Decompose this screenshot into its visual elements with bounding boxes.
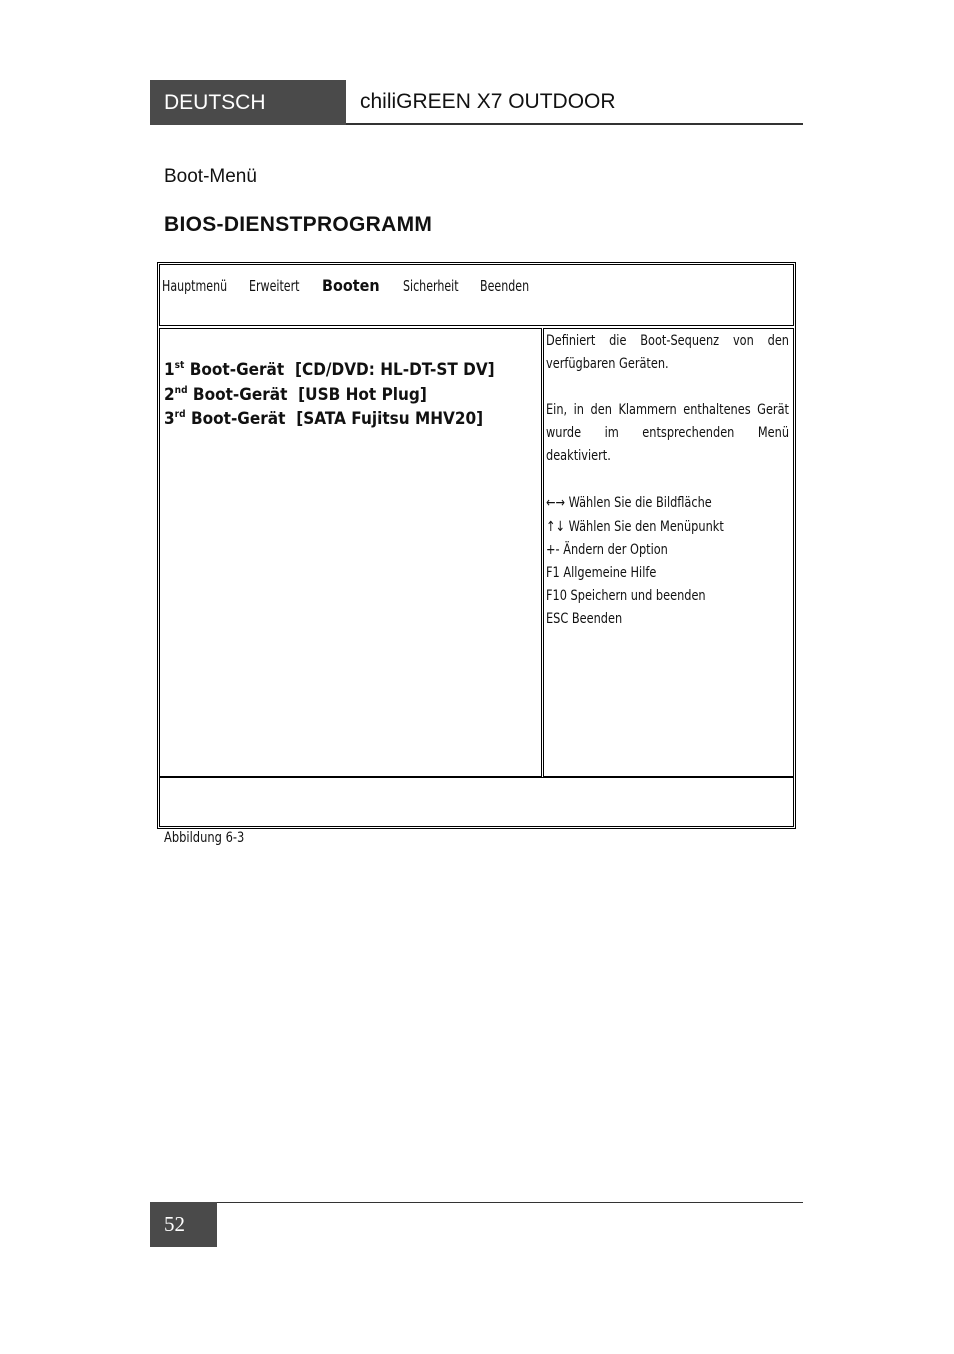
- boot-device-row[interactable]: [164, 355, 495, 381]
- bios-status-bar: [159, 777, 794, 827]
- boot-ordinal: 1: [164, 360, 175, 380]
- help-panel: [543, 328, 794, 777]
- bios-menu-bar: [159, 264, 794, 326]
- product-title: chiliGREEN X7 OUTDOOR: [360, 90, 616, 113]
- ordinal-suffix: rd: [174, 409, 186, 420]
- help-key-line: ↑↓ Wählen Sie den Menüpunkt: [546, 519, 724, 535]
- ordinal-suffix: st: [174, 360, 185, 371]
- figure-caption: Abbildung 6-3: [164, 830, 245, 846]
- menu-item-booten[interactable]: Booten: [322, 276, 380, 295]
- help-description-text: Definiert die Boot-Sequenz von den verfügbaren Geräten.: [546, 333, 789, 372]
- boot-device-label: Boot-Gerät: [192, 385, 288, 405]
- help-key-line: F10 Speichern und beenden: [546, 588, 706, 604]
- help-key-line: F1 Allgemeine Hilfe: [546, 565, 657, 581]
- boot-device-value: [USB Hot Plug]: [298, 385, 427, 405]
- help-key-line: +- Ändern der Option: [546, 542, 668, 558]
- menu-item-erweitert[interactable]: Erweitert: [249, 277, 300, 295]
- help-key-line: ESC Beenden: [546, 611, 623, 627]
- help-note: [546, 399, 791, 468]
- boot-device-label: Boot-Gerät: [190, 409, 286, 429]
- boot-device-row[interactable]: [164, 404, 483, 430]
- footer-rule: [150, 1202, 803, 1203]
- boot-ordinal: 2: [164, 385, 175, 405]
- section-title: Boot-Menü: [164, 166, 257, 187]
- help-key-line: ←→ Wählen Sie die Bildfläche: [546, 495, 712, 511]
- help-note-text: Ein, in den Klammern enthaltenes Gerät wurde im entsprechenden Menü deaktiviert.: [546, 402, 789, 464]
- boot-device-row[interactable]: [164, 380, 427, 406]
- boot-device-value: [SATA Fujitsu MHV20]: [296, 409, 484, 429]
- boot-device-label: Boot-Gerät: [189, 360, 285, 380]
- menu-item-sicherheit[interactable]: Sicherheit: [403, 277, 459, 295]
- ordinal-suffix: nd: [174, 385, 188, 396]
- boot-device-value: [CD/DVD: HL-DT-ST DV]: [294, 360, 495, 380]
- boot-device-panel: [159, 328, 542, 777]
- menu-item-hauptmenue[interactable]: Hauptmenü: [162, 277, 228, 295]
- page-number: 52: [150, 1202, 217, 1247]
- boot-ordinal: 3: [164, 409, 175, 429]
- help-description: [546, 330, 791, 376]
- menu-item-beenden[interactable]: Beenden: [480, 277, 530, 295]
- language-label: DEUTSCH: [150, 80, 346, 125]
- header-rule: [346, 123, 803, 125]
- page-heading: BIOS-DIENSTPROGRAMM: [164, 213, 433, 236]
